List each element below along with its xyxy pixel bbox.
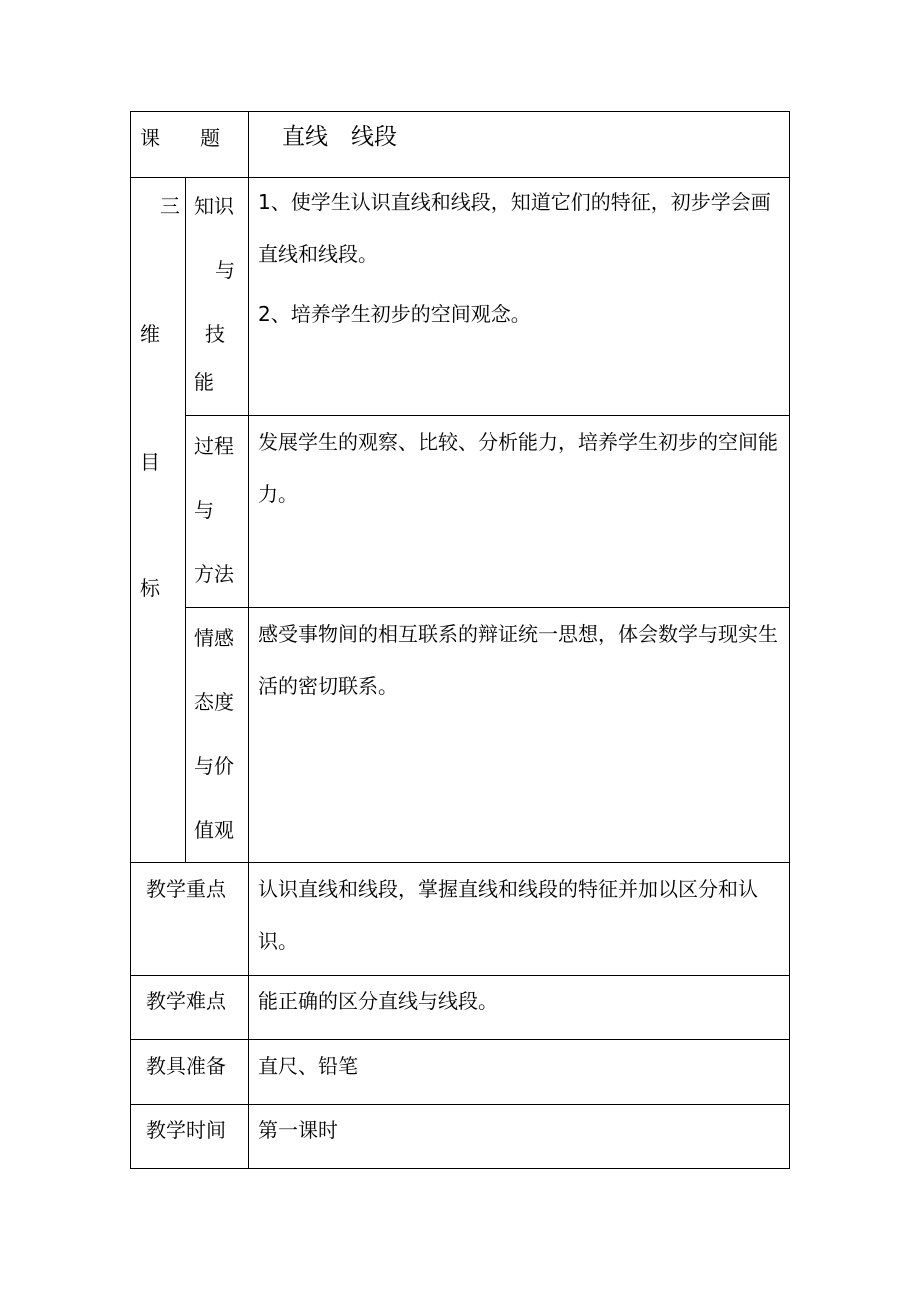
- objective-emotion-item: 感受事物间的相互联系的辩证统一思想，体会数学与现实生活的密切联系。: [258, 622, 778, 698]
- objective-process-label-line: 方法: [194, 562, 234, 586]
- subject-title: 直线 线段: [282, 124, 397, 150]
- objective-knowledge-item: 2、培养学生初步的空间观念。: [258, 302, 531, 326]
- difficulty-label: 教学难点: [146, 989, 226, 1013]
- key-point-value: 认识直线和线段，掌握直线和线段的特征并加以区分和认识。: [258, 877, 758, 953]
- table-border-bottom: [130, 1168, 790, 1169]
- teaching-time-value: 第一课时: [258, 1118, 338, 1142]
- objective-knowledge-label-line: 知识: [194, 194, 234, 218]
- objective-knowledge-label-line: 与: [215, 258, 235, 282]
- teaching-aids-label: 教具准备: [146, 1054, 226, 1078]
- dimension-label-char: 三: [160, 194, 180, 218]
- subject-label: 课 题: [140, 126, 220, 150]
- objective-knowledge-label-line: 技: [205, 322, 225, 346]
- table-border-top: [130, 111, 790, 112]
- objective-emotion-label-line: 与价: [194, 754, 234, 778]
- table-row-divider: [130, 1104, 790, 1105]
- objective-process-label-line: 过程: [194, 434, 234, 458]
- table-divider-label-column: [248, 111, 249, 178]
- teaching-time-label: 教学时间: [146, 1118, 226, 1142]
- objective-knowledge-item: 1、使学生认识直线和线段，知道它们的特征，初步学会画直线和线段。: [258, 190, 771, 266]
- table-divider-label-column: [248, 862, 249, 1169]
- objective-process-item: 发展学生的观察、比较、分析能力，培养学生初步的空间能力。: [258, 430, 778, 506]
- table-border-right: [789, 111, 790, 1169]
- dimension-label-char: 维: [140, 322, 160, 346]
- teaching-aids-value: 直尺、铅笔: [258, 1054, 358, 1078]
- table-row-divider: [130, 1039, 790, 1040]
- table-border-left: [130, 111, 131, 1169]
- objective-emotion-label-line: 值观: [194, 818, 234, 842]
- objective-emotion-label-line: 态度: [194, 690, 234, 714]
- objective-knowledge-label-line: 能: [194, 370, 214, 394]
- dimension-label-char: 标: [140, 576, 160, 600]
- table-row-divider: [130, 975, 790, 976]
- dimension-label-char: 目: [140, 450, 160, 474]
- table-divider-sublabel-column: [248, 177, 249, 863]
- objective-process-label-line: 与: [194, 498, 214, 522]
- table-divider-dimension-column: [185, 177, 186, 863]
- objective-emotion-label-line: 情感: [194, 626, 234, 650]
- key-point-label: 教学重点: [146, 877, 226, 901]
- difficulty-value: 能正确的区分直线与线段。: [258, 989, 498, 1013]
